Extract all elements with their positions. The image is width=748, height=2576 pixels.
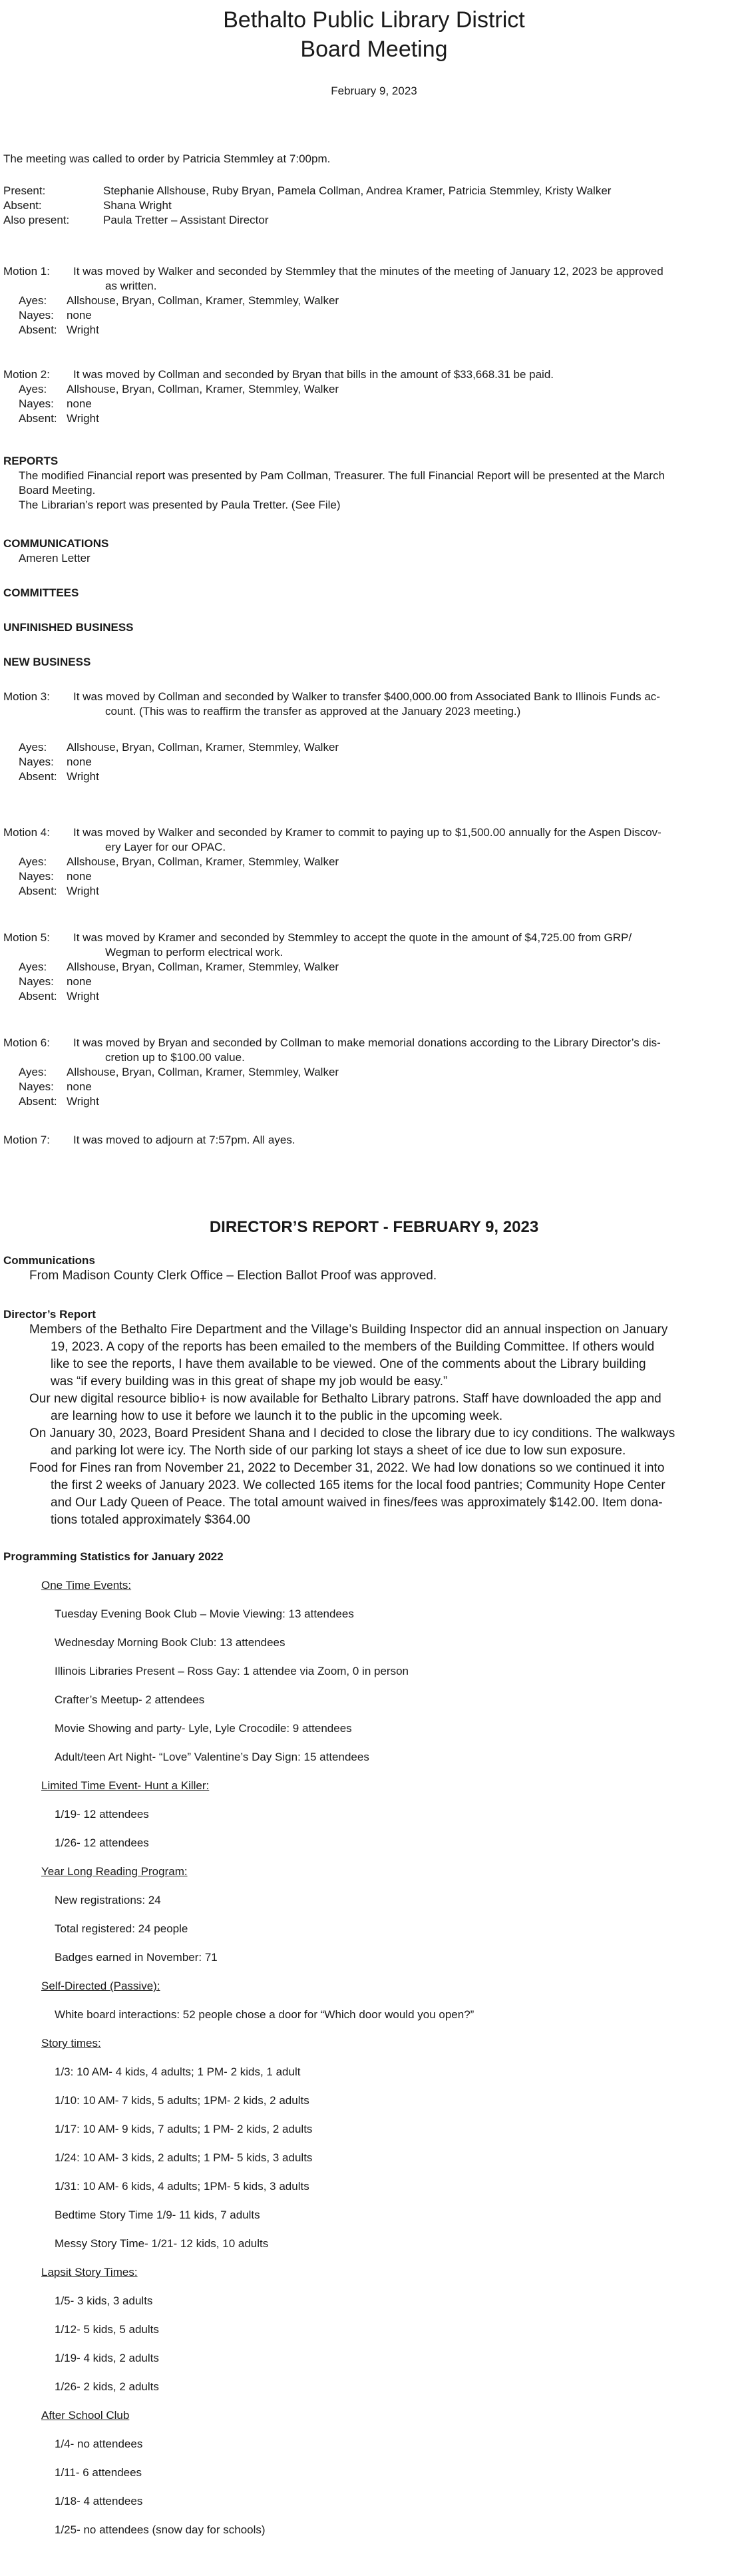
reports-heading: REPORTS bbox=[3, 455, 59, 467]
new-business-heading: NEW BUSINESS bbox=[3, 656, 91, 668]
lapsit-entry: 1/26- 2 kids, 2 adults bbox=[55, 2380, 159, 2393]
after-school-entry: 1/11- 6 attendees bbox=[55, 2466, 142, 2479]
absent-label: Absent: bbox=[3, 199, 42, 212]
motion-7-label: Motion 7: bbox=[3, 1134, 50, 1146]
motion-4-absent-label: Absent: bbox=[19, 885, 57, 897]
limited-time-entry: 1/26- 12 attendees bbox=[55, 1836, 149, 1849]
self-directed-heading: Self-Directed (Passive): bbox=[41, 1980, 160, 1992]
motion-3-nayes: none bbox=[67, 755, 92, 768]
motion-3-ayes: Allshouse, Bryan, Collman, Kramer, Stemmley, Walker bbox=[67, 741, 339, 753]
motion-1-text: It was moved by Walker and seconded by Stemmley that the minutes of the meeting of January 12, 2023 be approved bbox=[73, 265, 663, 278]
also-present-label: Also present: bbox=[3, 214, 70, 226]
motion-1-nayes: none bbox=[67, 309, 92, 322]
directors-report-title: DIRECTOR’S REPORT - FEBRUARY 9, 2023 bbox=[209, 1218, 539, 1236]
reports-line-1: The modified Financial report was presented by Pam Collman, Treasurer. The full Financial Report will be presented at the March bbox=[19, 469, 665, 482]
director-paragraph-1-line-1: Members of the Bethalto Fire Department and the Village’s Building Inspector did an annual inspection on January bbox=[29, 1323, 668, 1337]
one-time-event: Movie Showing and party- Lyle, Lyle Crocodile: 9 attendees bbox=[55, 1722, 352, 1735]
motion-6-label: Motion 6: bbox=[3, 1036, 50, 1049]
motion-3-absent-label: Absent: bbox=[19, 770, 57, 783]
self-directed-entry: White board interactions: 52 people chose a door for “Which door would you open?” bbox=[55, 2008, 474, 2021]
one-time-event: Adult/teen Art Night- “Love” Valentine’s Day Sign: 15 attendees bbox=[55, 1751, 369, 1763]
motion-3-absent: Wright bbox=[67, 770, 99, 783]
motion-3-nayes-label: Nayes: bbox=[19, 755, 54, 768]
motion-3-text: It was moved by Collman and seconded by Walker to transfer $400,000.00 from Associated Bank to Illinois Funds ac- bbox=[73, 690, 660, 703]
communications-heading: COMMUNICATIONS bbox=[3, 537, 109, 550]
director-paragraph-4-line-3: and Our Lady Queen of Peace. The total amount waived in fines/fees was approximately $142.00. Item dona- bbox=[51, 1496, 663, 1510]
motion-6-absent: Wright bbox=[67, 1095, 99, 1108]
year-long-entry: Total registered: 24 people bbox=[55, 1922, 188, 1935]
motion-4-nayes: none bbox=[67, 870, 92, 883]
motion-1-ayes: Allshouse, Bryan, Collman, Kramer, Stemmley, Walker bbox=[67, 294, 339, 307]
motion-4-text-cont: ery Layer for our OPAC. bbox=[105, 841, 226, 853]
call-to-order: The meeting was called to order by Patricia Stemmley at 7:00pm. bbox=[3, 152, 331, 165]
story-time-entry: 1/24: 10 AM- 3 kids, 2 adults; 1 PM- 5 kids, 3 adults bbox=[55, 2151, 313, 2164]
motion-5-nayes-label: Nayes: bbox=[19, 975, 54, 988]
motion-4-text: It was moved by Walker and seconded by Kramer to commit to paying up to $1,500.00 annually for the Aspen Discov- bbox=[73, 826, 661, 839]
present-label: Present: bbox=[3, 184, 46, 197]
motion-6-text: It was moved by Bryan and seconded by Collman to make memorial donations according to the Library Director’s dis- bbox=[73, 1036, 661, 1049]
motion-1-text-cont: as written. bbox=[105, 280, 157, 292]
absent-list: Shana Wright bbox=[103, 199, 172, 212]
director-paragraph-1-line-3: like to see the reports, I have them available to be viewed. One of the comments about the Library building bbox=[51, 1357, 646, 1371]
after-school-entry: 1/18- 4 attendees bbox=[55, 2495, 143, 2507]
limited-time-event-heading: Limited Time Event- Hunt a Killer: bbox=[41, 1779, 210, 1792]
motion-1-ayes-label: Ayes: bbox=[19, 294, 47, 307]
motion-5-absent: Wright bbox=[67, 990, 99, 1002]
director-paragraph-4-line-4: tions totaled approximately $364.00 bbox=[51, 1513, 250, 1527]
motion-5-text-cont: Wegman to perform electrical work. bbox=[105, 946, 283, 959]
motion-4-absent: Wright bbox=[67, 885, 99, 897]
story-time-entry: 1/3: 10 AM- 4 kids, 4 adults; 1 PM- 2 kids, 1 adult bbox=[55, 2065, 301, 2078]
lapsit-entry: 1/19- 4 kids, 2 adults bbox=[55, 2352, 159, 2364]
director-paragraph-1-line-2: 19, 2023. A copy of the reports has been emailed to the members of the Building Committee. If others would bbox=[51, 1340, 655, 1354]
meeting-date: February 9, 2023 bbox=[331, 85, 417, 97]
director-report-heading: Director’s Report bbox=[3, 1308, 96, 1321]
motion-6-text-cont: cretion up to $100.00 value. bbox=[105, 1051, 245, 1064]
reports-line-2: Board Meeting. bbox=[19, 484, 96, 497]
lapsit-heading: Lapsit Story Times: bbox=[41, 2266, 138, 2278]
communications-item: Ameren Letter bbox=[19, 552, 91, 564]
unfinished-business-heading: UNFINISHED BUSINESS bbox=[3, 621, 134, 634]
motion-2-nayes: none bbox=[67, 397, 92, 410]
motion-5-ayes-label: Ayes: bbox=[19, 961, 47, 973]
director-paragraph-1-line-4: was “if every building was in this great of shape my job would be easy.” bbox=[51, 1375, 448, 1389]
motion-3-label: Motion 3: bbox=[3, 690, 50, 703]
motion-3-ayes-label: Ayes: bbox=[19, 741, 47, 753]
motion-2-absent: Wright bbox=[67, 412, 99, 425]
after-school-heading: After School Club bbox=[41, 2409, 130, 2422]
director-paragraph-3-line-2: and parking lot were icy. The North side of our parking lot stays a sheet of ice due to low sun exposure. bbox=[51, 1444, 626, 1458]
motion-7-text: It was moved to adjourn at 7:57pm. All ayes. bbox=[73, 1134, 295, 1146]
story-times-heading: Story times: bbox=[41, 2037, 101, 2049]
one-time-event: Illinois Libraries Present – Ross Gay: 1 attendee via Zoom, 0 in person bbox=[55, 1665, 409, 1677]
committees-heading: COMMITTEES bbox=[3, 586, 79, 599]
present-list: Stephanie Allshouse, Ruby Bryan, Pamela Collman, Andrea Kramer, Patricia Stemmley, Kristy Walker bbox=[103, 184, 612, 197]
story-time-entry: 1/31: 10 AM- 6 kids, 4 adults; 1PM- 5 kids, 3 adults bbox=[55, 2180, 309, 2193]
motion-6-ayes-label: Ayes: bbox=[19, 1066, 47, 1078]
director-paragraph-2-line-1: Our new digital resource biblio+ is now available for Bethalto Library patrons. Staff have downloaded the app and bbox=[29, 1392, 661, 1406]
year-long-entry: New registrations: 24 bbox=[55, 1894, 161, 1906]
motion-1-absent-label: Absent: bbox=[19, 323, 57, 336]
motion-6-nayes-label: Nayes: bbox=[19, 1080, 54, 1093]
also-present-list: Paula Tretter – Assistant Director bbox=[103, 214, 269, 226]
motion-6-ayes: Allshouse, Bryan, Collman, Kramer, Stemmley, Walker bbox=[67, 1066, 339, 1078]
story-time-entry: Bedtime Story Time 1/9- 11 kids, 7 adults bbox=[55, 2209, 260, 2221]
motion-1-nayes-label: Nayes: bbox=[19, 309, 54, 322]
director-communications-text: From Madison County Clerk Office – Election Ballot Proof was approved. bbox=[29, 1269, 437, 1283]
motion-1-absent: Wright bbox=[67, 323, 99, 336]
after-school-entry: 1/25- no attendees (snow day for schools) bbox=[55, 2523, 266, 2536]
motion-2-text: It was moved by Collman and seconded by Bryan that bills in the amount of $33,668.31 be paid. bbox=[73, 368, 554, 381]
motion-2-ayes-label: Ayes: bbox=[19, 383, 47, 395]
motion-2-ayes: Allshouse, Bryan, Collman, Kramer, Stemmley, Walker bbox=[67, 383, 339, 395]
year-long-entry: Badges earned in November: 71 bbox=[55, 1951, 218, 1964]
motion-4-ayes-label: Ayes: bbox=[19, 855, 47, 868]
after-school-entry: 1/4- no attendees bbox=[55, 2438, 143, 2450]
director-paragraph-4-line-2: the first 2 weeks of January 2023. We collected 165 items for the local food pantries; Community Hope Center bbox=[51, 1478, 665, 1492]
motion-2-label: Motion 2: bbox=[3, 368, 50, 381]
motion-4-nayes-label: Nayes: bbox=[19, 870, 54, 883]
director-paragraph-3-line-1: On January 30, 2023, Board President Shana and I decided to close the library due to icy conditions. The walkways bbox=[29, 1426, 675, 1440]
motion-1-label: Motion 1: bbox=[3, 265, 50, 278]
motion-5-label: Motion 5: bbox=[3, 931, 50, 944]
story-time-entry: Messy Story Time- 1/21- 12 kids, 10 adults bbox=[55, 2237, 269, 2250]
director-paragraph-4-line-1: Food for Fines ran from November 21, 2022 to December 31, 2022. We had low donations so we continued it into bbox=[29, 1461, 665, 1475]
motion-6-absent-label: Absent: bbox=[19, 1095, 57, 1108]
motion-5-nayes: none bbox=[67, 975, 92, 988]
motion-3-text-cont: count. (This was to reaffirm the transfer as approved at the January 2023 meeting.) bbox=[105, 705, 521, 718]
motion-2-nayes-label: Nayes: bbox=[19, 397, 54, 410]
story-time-entry: 1/10: 10 AM- 7 kids, 5 adults; 1PM- 2 kids, 2 adults bbox=[55, 2094, 309, 2107]
document-subtitle: Board Meeting bbox=[300, 37, 448, 62]
motion-4-ayes: Allshouse, Bryan, Collman, Kramer, Stemmley, Walker bbox=[67, 855, 339, 868]
lapsit-entry: 1/5- 3 kids, 3 adults bbox=[55, 2294, 153, 2307]
one-time-event: Crafter’s Meetup- 2 attendees bbox=[55, 1693, 205, 1706]
lapsit-entry: 1/12- 5 kids, 5 adults bbox=[55, 2323, 159, 2336]
one-time-event: Tuesday Evening Book Club – Movie Viewing: 13 attendees bbox=[55, 1608, 354, 1620]
motion-5-absent-label: Absent: bbox=[19, 990, 57, 1002]
director-communications-heading: Communications bbox=[3, 1254, 95, 1267]
reports-line-3: The Librarian’s report was presented by Paula Tretter. (See File) bbox=[19, 499, 341, 511]
director-paragraph-2-line-2: are learning how to use it before we launch it to the public in the upcoming week. bbox=[51, 1409, 503, 1423]
motion-6-nayes: none bbox=[67, 1080, 92, 1093]
motion-5-ayes: Allshouse, Bryan, Collman, Kramer, Stemmley, Walker bbox=[67, 961, 339, 973]
year-long-heading: Year Long Reading Program: bbox=[41, 1865, 188, 1878]
document-title: Bethalto Public Library District bbox=[223, 7, 525, 33]
one-time-event: Wednesday Morning Book Club: 13 attendees bbox=[55, 1636, 285, 1649]
programming-heading: Programming Statistics for January 2022 bbox=[3, 1550, 224, 1563]
motion-2-absent-label: Absent: bbox=[19, 412, 57, 425]
motion-4-label: Motion 4: bbox=[3, 826, 50, 839]
one-time-events-heading: One Time Events: bbox=[41, 1579, 132, 1592]
limited-time-entry: 1/19- 12 attendees bbox=[55, 1808, 149, 1821]
motion-5-text: It was moved by Kramer and seconded by Stemmley to accept the quote in the amount of $4,725.00 from GRP/ bbox=[73, 931, 632, 944]
story-time-entry: 1/17: 10 AM- 9 kids, 7 adults; 1 PM- 2 kids, 2 adults bbox=[55, 2123, 313, 2135]
